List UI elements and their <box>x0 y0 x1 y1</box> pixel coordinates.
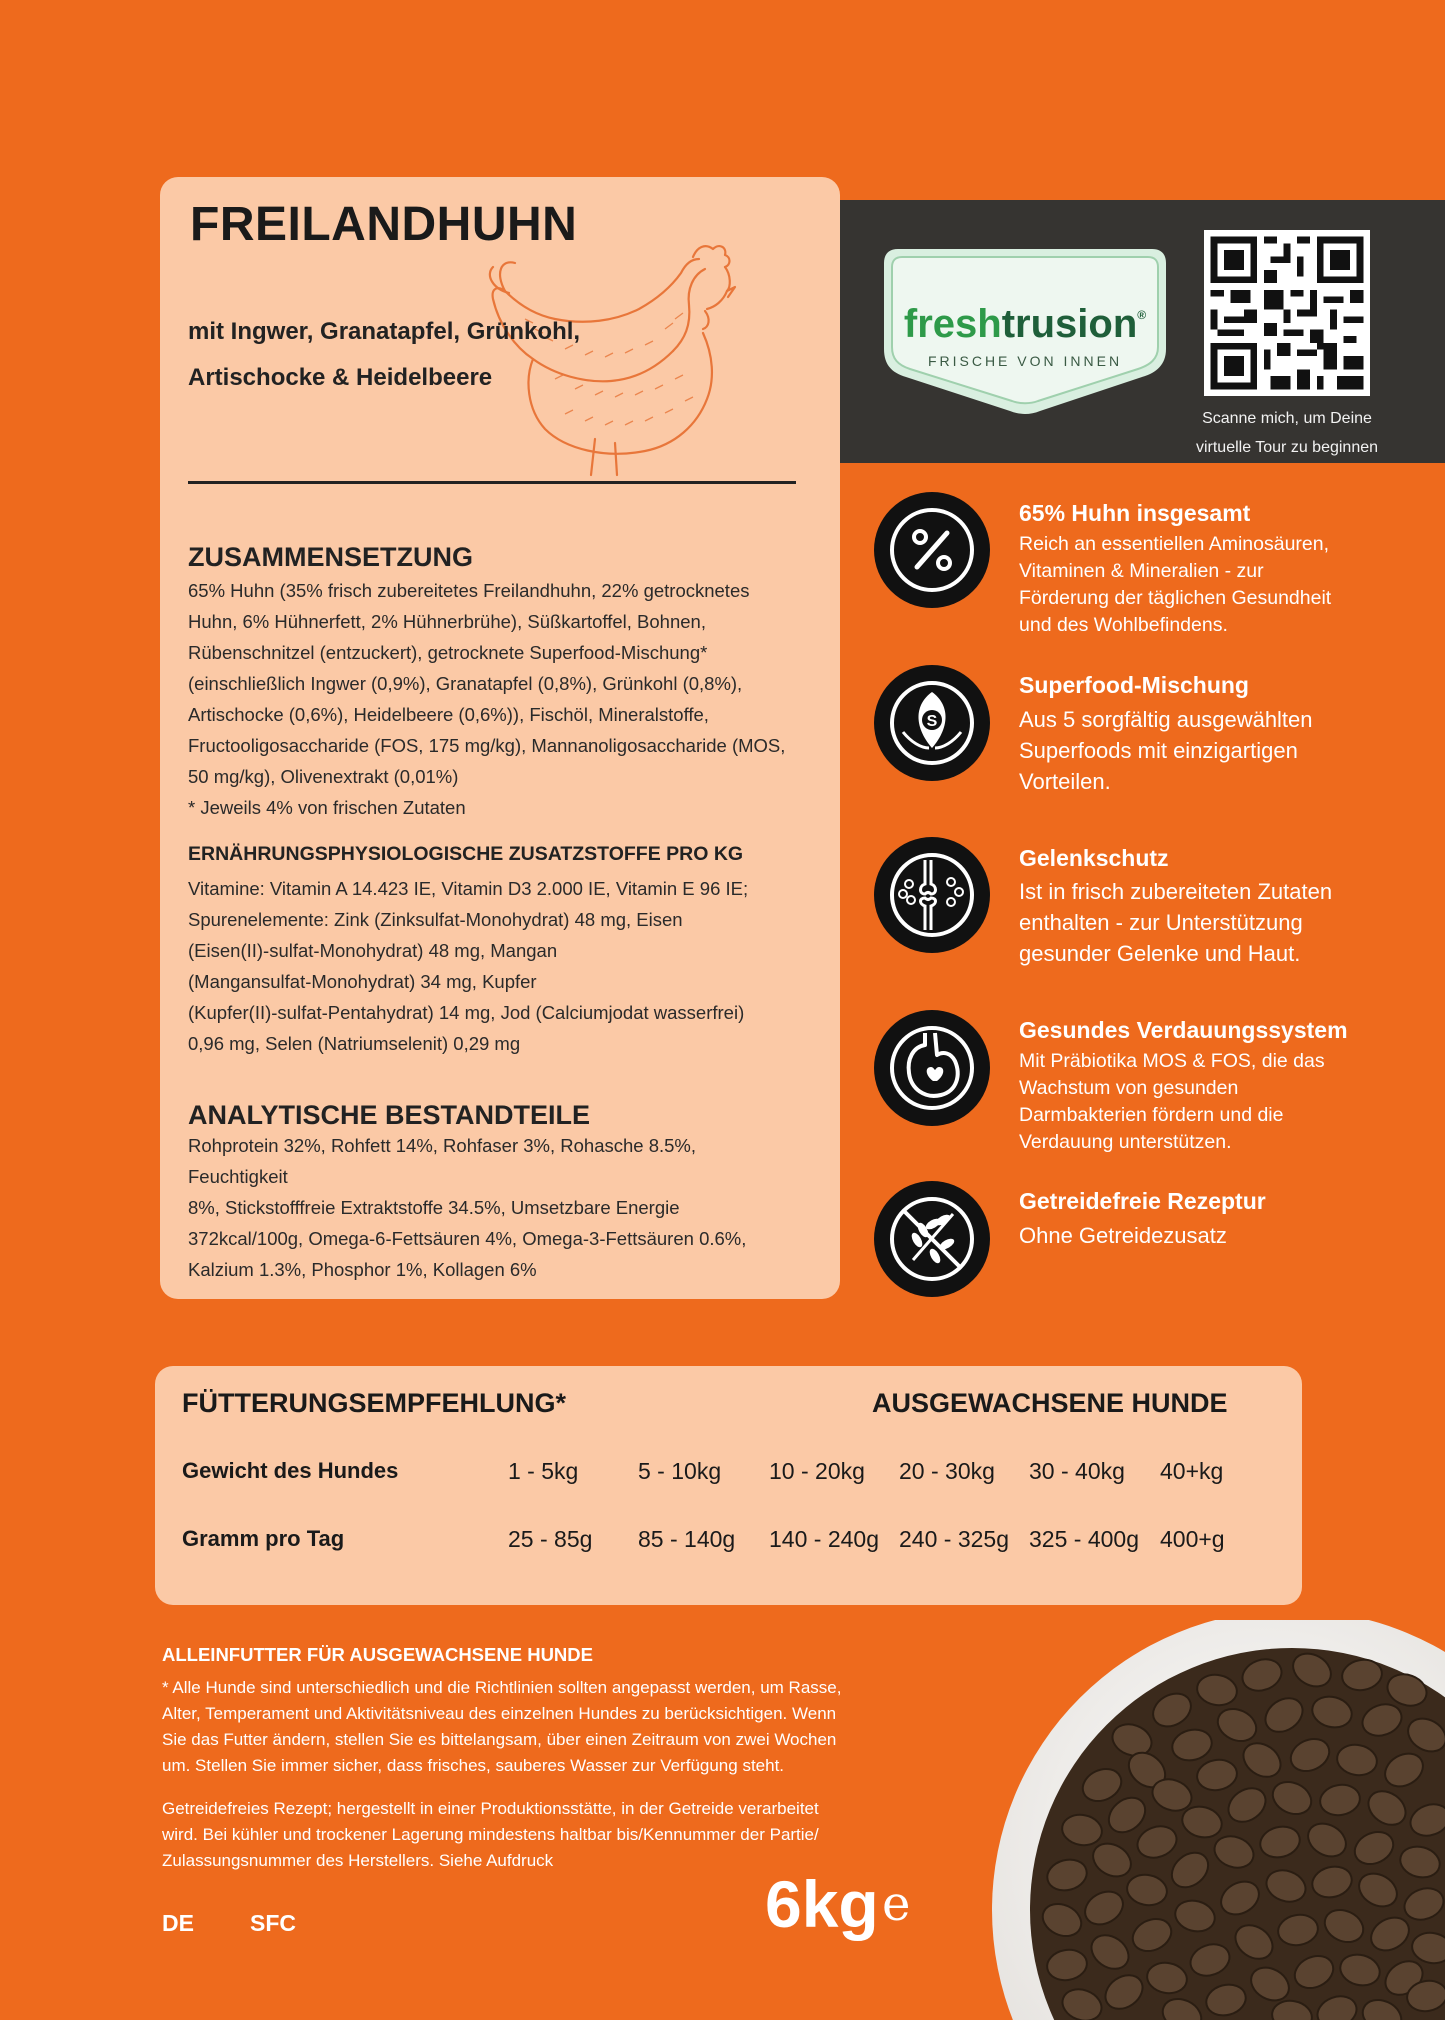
weight-cell: 40+kg <box>1160 1458 1224 1484</box>
feature-line: Ist in frisch zubereiteten Zutaten <box>1019 879 1333 904</box>
stomach-icon <box>873 1009 991 1127</box>
qr-caption-line-2: virtuelle Tour zu beginnen <box>1195 439 1379 456</box>
feature-line: Vorteilen. <box>1019 769 1111 794</box>
composition-line: (einschließlich Ingwer (0,9%), Granatapfel (0,8%), Grünkohl (0,8%), <box>188 673 743 694</box>
feature-line: Darmbakterien fördern und die <box>1019 1104 1284 1126</box>
joint-icon <box>873 836 991 954</box>
composition-line: Huhn, 6% Hühnerfett, 2% Hühnerbrühe), Süßkartoffel, Bohnen, <box>188 611 706 632</box>
feature-text <box>1019 531 1359 639</box>
product-title: FREILANDHUHN <box>190 198 578 251</box>
weight-cell: 1 - 5kg <box>508 1458 579 1484</box>
composition-footnote: * Jeweils 4% von frischen Zutaten <box>188 797 466 818</box>
composition-text <box>188 575 788 823</box>
title-divider <box>188 481 796 484</box>
kibble-bowl-image <box>992 1620 1445 2020</box>
feature-text <box>1019 1048 1359 1156</box>
feature-text <box>1019 876 1359 969</box>
gram-cell: 140 - 240g <box>769 1526 879 1552</box>
feature-line: Ohne Getreidezusatz <box>1019 1223 1227 1248</box>
subtitle-line-2: Artischocke & Heidelbeere <box>188 364 493 391</box>
feature-line: Superfoods mit einzigartigen <box>1019 738 1298 763</box>
brand-tagline: FRISCHE VON INNEN <box>927 353 1123 369</box>
weight-cell: 10 - 20kg <box>769 1458 865 1484</box>
additives-line: (Kupfer(II)-sulfat-Pentahydrat) 14 mg, Jod (Calciumjodat wasserfrei) <box>188 1002 745 1023</box>
storage-line: Getreidefreies Rezept; hergestellt in einer Produktionsstätte, in der Getreide verarbeitet <box>162 1799 819 1818</box>
feature-title: Gelenkschutz <box>1019 845 1169 871</box>
weight-label: Gewicht des Hundes <box>182 1458 399 1483</box>
composition-line: Fructooligosaccharide (FOS, 175 mg/kg), Mannanoligosaccharide (MOS, <box>188 735 786 756</box>
weight-cell: 5 - 10kg <box>638 1458 722 1484</box>
net-weight: 6kg <box>765 1867 879 1941</box>
feature-line: Vitaminen & Mineralien - zur <box>1019 560 1264 582</box>
gram-label: Gramm pro Tag <box>182 1526 345 1551</box>
gram-cell: 240 - 325g <box>899 1526 1009 1552</box>
gram-cell: 400+g <box>1160 1526 1225 1552</box>
weight-cell: 20 - 30kg <box>899 1458 995 1484</box>
additives-line: Vitamine: Vitamin A 14.423 IE, Vitamin D3 2.000 IE, Vitamin E 96 IE; <box>188 878 749 899</box>
subtitle-line-1: mit Ingwer, Granatapfel, Grünkohl, <box>188 318 581 345</box>
feature-line: Förderung der täglichen Gesundheit <box>1019 587 1332 609</box>
qr-caption <box>1172 404 1402 462</box>
feature-text <box>1019 704 1359 797</box>
note-line: um. Stellen Sie immer sicher, dass frisches, sauberes Wasser zur Verfügung steht. <box>162 1756 785 1775</box>
analytical-line: 8%, Stickstofffreie Extraktstoffe 34.5%, Umsetzbare Energie <box>188 1197 680 1218</box>
brand-name-part2: trusion <box>1001 302 1138 346</box>
storage-line: Zulassungsnummer des Herstellers. Siehe Aufdruck <box>162 1851 554 1870</box>
feature-line: und des Wohlbefindens. <box>1019 614 1228 636</box>
feeding-table <box>155 1366 1302 1605</box>
feature-line: gesunder Gelenke und Haut. <box>1019 941 1301 966</box>
composition-heading: ZUSAMMENSETZUNG <box>188 542 473 572</box>
feature-title: Superfood-Mischung <box>1019 672 1249 698</box>
composition-line: 50 mg/kg), Olivenextrakt (0,01%) <box>188 766 459 787</box>
analytical-text <box>188 1130 788 1285</box>
superfood-leaf-icon <box>873 664 991 782</box>
e-mark: e <box>882 1876 911 1932</box>
note-line: Sie das Futter ändern, stellen Sie es bittelangsam, über einen Zeitraum von zwei Wochen <box>162 1730 837 1749</box>
additives-line: 0,96 mg, Selen (Natriumselenit) 0,29 mg <box>188 1033 521 1054</box>
percent-icon <box>873 491 991 609</box>
footer-heading: ALLEINFUTTER FÜR AUSGEWACHSENE HUNDE <box>162 1644 593 1665</box>
composition-line: 65% Huhn (35% frisch zubereitetes Freilandhuhn, 22% getrocknetes <box>188 580 750 601</box>
analytical-heading: ANALYTISCHE BESTANDTEILE <box>188 1100 591 1130</box>
feature-line: Reich an essentiellen Aminosäuren, <box>1019 533 1330 555</box>
additives-line: (Eisen(II)-sulfat-Monohydrat) 48 mg, Mangan <box>188 940 558 961</box>
brand-wordmark <box>904 302 1146 346</box>
feeding-heading: FÜTTERUNGSEMPFEHLUNG* <box>182 1388 566 1418</box>
brand-registered: ® <box>1137 308 1147 322</box>
language-code: DE <box>162 1910 194 1936</box>
analytical-line: 372kcal/100g, Omega-6-Fettsäuren 4%, Omega-3-Fettsäuren 0.6%, <box>188 1228 747 1249</box>
feature-line: Aus 5 sorgfältig ausgewählten <box>1019 707 1313 732</box>
brand-logo <box>880 245 1170 421</box>
feeding-note <box>162 1675 922 1779</box>
grain-free-icon <box>873 1180 991 1298</box>
weight-cell: 30 - 40kg <box>1029 1458 1125 1484</box>
additives-heading: ERNÄHRUNGSPHYSIOLOGISCHE ZUSATZSTOFFE PRO KG <box>188 843 744 865</box>
analytical-line: Kalzium 1.3%, Phosphor 1%, Kollagen 6% <box>188 1259 537 1280</box>
product-info-card <box>160 177 840 1299</box>
feature-title: Gesundes Verdauungssystem <box>1019 1017 1348 1043</box>
note-line: * Alle Hunde sind unterschiedlich und die Richtlinien sollten angepasst werden, um Rasse, <box>162 1678 842 1697</box>
composition-line: Rübenschnitzel (entzuckert), getrocknete Superfood-Mischung* <box>188 642 708 663</box>
gram-cell: 25 - 85g <box>508 1526 593 1552</box>
feature-title: 65% Huhn insgesamt <box>1019 500 1251 526</box>
feeding-group: AUSGEWACHSENE HUNDE <box>872 1388 1228 1418</box>
qr-code[interactable] <box>1204 230 1370 396</box>
additives-text <box>188 873 788 1059</box>
composition-line: Artischocke (0,6%), Heidelbeere (0,6%)), Fischöl, Mineralstoffe, <box>188 704 709 725</box>
storage-line: wird. Bei kühler und trockener Lagerung mindestens haltbar bis/Kennummer der Partie/ <box>162 1825 819 1844</box>
feature-line: Verdauung unterstützen. <box>1019 1131 1232 1153</box>
storage-note <box>162 1796 922 1874</box>
product-subtitle <box>188 309 608 401</box>
feature-title: Getreidefreie Rezeptur <box>1019 1188 1266 1214</box>
brand-name-part1: fresh <box>903 302 1002 346</box>
analytical-line: Rohprotein 32%, Rohfett 14%, Rohfaser 3%, Rohasche 8.5%, Feuchtigkeit <box>188 1135 697 1187</box>
feature-line: enthalten - zur Unterstützung <box>1019 910 1303 935</box>
additives-line: (Mangansulfat-Monohydrat) 34 mg, Kupfer <box>188 971 537 992</box>
product-code: SFC <box>250 1910 296 1936</box>
note-line: Alter, Temperament und Aktivitätsniveau des einzelnen Hundes zu berücksichtigen. Wenn <box>162 1704 837 1723</box>
gram-cell: 85 - 140g <box>638 1526 736 1552</box>
feature-text <box>1019 1220 1359 1251</box>
svg-text:S: S <box>926 713 938 730</box>
feature-line: Mit Präbiotika MOS & FOS, die das <box>1019 1050 1325 1072</box>
gram-cell: 325 - 400g <box>1029 1526 1139 1552</box>
feature-line: Wachstum von gesunden <box>1019 1077 1239 1099</box>
qr-caption-line-1: Scanne mich, um Deine <box>1202 410 1372 427</box>
additives-line: Spurenelemente: Zink (Zinksulfat-Monohydrat) 48 mg, Eisen <box>188 909 683 930</box>
